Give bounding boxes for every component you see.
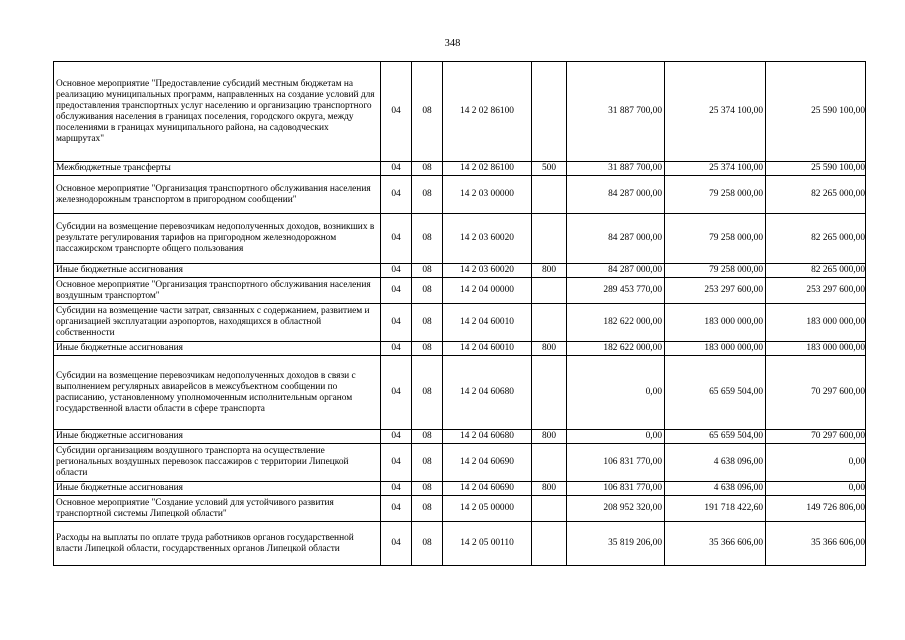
- row-name: Субсидии организациям воздушного транспорта на осуществление региональных воздушных перевозок пассажиров с территории Липецкой области: [54, 444, 381, 482]
- row-name: Основное мероприятие "Организация транспортного обслуживания населения железнодорожным транспортом в пригородном сообщении": [54, 176, 381, 214]
- amount-year-2: 65 659 504,00: [665, 356, 766, 430]
- expense-type-code: 800: [532, 430, 567, 444]
- section-code: 04: [381, 304, 412, 342]
- row-name: Субсидии на возмещение перевозчикам недополученных доходов, возникших в результате регулирования тарифов на пригородном железнодорожном пассажирском транспорте общего пользования: [54, 214, 381, 264]
- expense-type-code: [532, 496, 567, 522]
- amount-year-1: 84 287 000,00: [567, 214, 665, 264]
- target-article-code: 14 2 04 60680: [443, 430, 532, 444]
- expense-type-code: 800: [532, 482, 567, 496]
- expense-type-code: [532, 444, 567, 482]
- table-row: [54, 430, 866, 444]
- subsection-code: 08: [412, 278, 443, 304]
- subsection-code: 08: [412, 214, 443, 264]
- amount-year-3: 70 297 600,00: [766, 430, 866, 444]
- row-name: Основное мероприятие "Создание условий для устойчивого развития транспортной системы Липецкой области": [54, 496, 381, 522]
- expense-type-code: 800: [532, 264, 567, 278]
- amount-year-2: 79 258 000,00: [665, 214, 766, 264]
- expense-type-code: 800: [532, 342, 567, 356]
- amount-year-3: 183 000 000,00: [766, 304, 866, 342]
- target-article-code: 14 2 04 60690: [443, 444, 532, 482]
- budget-table: [53, 61, 866, 566]
- row-name: Иные бюджетные ассигнования: [54, 482, 381, 496]
- amount-year-3: 70 297 600,00: [766, 356, 866, 430]
- target-article-code: 14 2 03 60020: [443, 264, 532, 278]
- table-row: [54, 304, 866, 342]
- target-article-code: 14 2 04 60010: [443, 304, 532, 342]
- row-name: Межбюджетные трансферты: [54, 162, 381, 176]
- table-row: [54, 162, 866, 176]
- table-row: [54, 496, 866, 522]
- section-code: 04: [381, 482, 412, 496]
- section-code: 04: [381, 278, 412, 304]
- section-code: 04: [381, 62, 412, 162]
- subsection-code: 08: [412, 264, 443, 278]
- target-article-code: 14 2 02 86100: [443, 162, 532, 176]
- amount-year-1: 182 622 000,00: [567, 342, 665, 356]
- page-number: 348: [444, 38, 461, 49]
- target-article-code: 14 2 02 86100: [443, 62, 532, 162]
- amount-year-1: 84 287 000,00: [567, 176, 665, 214]
- section-code: 04: [381, 176, 412, 214]
- expense-type-code: [532, 62, 567, 162]
- target-article-code: 14 2 05 00000: [443, 496, 532, 522]
- amount-year-3: 253 297 600,00: [766, 278, 866, 304]
- amount-year-3: 82 265 000,00: [766, 176, 866, 214]
- amount-year-2: 191 718 422,60: [665, 496, 766, 522]
- subsection-code: 08: [412, 342, 443, 356]
- amount-year-1: 31 887 700,00: [567, 62, 665, 162]
- amount-year-1: 106 831 770,00: [567, 482, 665, 496]
- amount-year-1: 0,00: [567, 356, 665, 430]
- target-article-code: 14 2 04 60010: [443, 342, 532, 356]
- amount-year-3: 82 265 000,00: [766, 214, 866, 264]
- table-row: [54, 482, 866, 496]
- section-code: 04: [381, 496, 412, 522]
- subsection-code: 08: [412, 482, 443, 496]
- amount-year-1: 84 287 000,00: [567, 264, 665, 278]
- row-name: Иные бюджетные ассигнования: [54, 264, 381, 278]
- target-article-code: 14 2 05 00110: [443, 522, 532, 566]
- amount-year-1: 0,00: [567, 430, 665, 444]
- amount-year-2: 4 638 096,00: [665, 482, 766, 496]
- amount-year-1: 182 622 000,00: [567, 304, 665, 342]
- section-code: 04: [381, 430, 412, 444]
- target-article-code: 14 2 03 00000: [443, 176, 532, 214]
- target-article-code: 14 2 04 60690: [443, 482, 532, 496]
- section-code: 04: [381, 356, 412, 430]
- table-row: [54, 214, 866, 264]
- amount-year-3: 25 590 100,00: [766, 62, 866, 162]
- subsection-code: 08: [412, 522, 443, 566]
- table-row: [54, 62, 866, 162]
- amount-year-2: 35 366 606,00: [665, 522, 766, 566]
- table-row: [54, 356, 866, 430]
- amount-year-2: 79 258 000,00: [665, 264, 766, 278]
- amount-year-2: 65 659 504,00: [665, 430, 766, 444]
- table-row: [54, 264, 866, 278]
- section-code: 04: [381, 214, 412, 264]
- amount-year-2: 183 000 000,00: [665, 304, 766, 342]
- table-row: [54, 444, 866, 482]
- amount-year-1: 289 453 770,00: [567, 278, 665, 304]
- target-article-code: 14 2 04 60680: [443, 356, 532, 430]
- expense-type-code: [532, 304, 567, 342]
- amount-year-1: 208 952 320,00: [567, 496, 665, 522]
- amount-year-3: 0,00: [766, 444, 866, 482]
- row-name: Основное мероприятие "Предоставление субсидий местным бюджетам на реализацию муниципальных программ, направленных на создание условий для предоставления транспортных услуг населению и организацию транспортного обслуживания населения в границах поселения, городского округа, между поселениями в границах муниципального района, на садоводческих маршрутах": [54, 62, 381, 162]
- expense-type-code: [532, 356, 567, 430]
- row-name: Иные бюджетные ассигнования: [54, 430, 381, 444]
- row-name: Субсидии на возмещение перевозчикам недополученных доходов в связи с выполнением регулярных авиарейсов в межсубъектном сообщении по расписанию, установленному уполномоченным исполнительным органом государственной власти области в сфере транспорта: [54, 356, 381, 430]
- subsection-code: 08: [412, 356, 443, 430]
- subsection-code: 08: [412, 304, 443, 342]
- section-code: 04: [381, 342, 412, 356]
- table-row: [54, 278, 866, 304]
- subsection-code: 08: [412, 62, 443, 162]
- amount-year-1: 106 831 770,00: [567, 444, 665, 482]
- expense-type-code: [532, 214, 567, 264]
- subsection-code: 08: [412, 176, 443, 214]
- table-row: [54, 176, 866, 214]
- amount-year-3: 183 000 000,00: [766, 342, 866, 356]
- target-article-code: 14 2 03 60020: [443, 214, 532, 264]
- expense-type-code: [532, 278, 567, 304]
- expense-type-code: 500: [532, 162, 567, 176]
- amount-year-2: 25 374 100,00: [665, 162, 766, 176]
- target-article-code: 14 2 04 00000: [443, 278, 532, 304]
- amount-year-3: 149 726 806,00: [766, 496, 866, 522]
- amount-year-2: 183 000 000,00: [665, 342, 766, 356]
- row-name: Иные бюджетные ассигнования: [54, 342, 381, 356]
- table-row: [54, 342, 866, 356]
- section-code: 04: [381, 162, 412, 176]
- section-code: 04: [381, 522, 412, 566]
- expense-type-code: [532, 176, 567, 214]
- amount-year-2: 4 638 096,00: [665, 444, 766, 482]
- section-code: 04: [381, 264, 412, 278]
- subsection-code: 08: [412, 162, 443, 176]
- amount-year-2: 79 258 000,00: [665, 176, 766, 214]
- subsection-code: 08: [412, 444, 443, 482]
- table-row: [54, 522, 866, 566]
- expense-type-code: [532, 522, 567, 566]
- amount-year-3: 82 265 000,00: [766, 264, 866, 278]
- row-name: Субсидии на возмещение части затрат, связанных с содержанием, развитием и организацией эксплуатации аэропортов, находящихся в областной собственности: [54, 304, 381, 342]
- amount-year-3: 0,00: [766, 482, 866, 496]
- amount-year-3: 25 590 100,00: [766, 162, 866, 176]
- row-name: Расходы на выплаты по оплате труда работников органов государственной власти Липецкой области, государственных органов Липецкой области: [54, 522, 381, 566]
- subsection-code: 08: [412, 496, 443, 522]
- section-code: 04: [381, 444, 412, 482]
- amount-year-1: 35 819 206,00: [567, 522, 665, 566]
- row-name: Основное мероприятие "Организация транспортного обслуживания населения воздушным транспортом": [54, 278, 381, 304]
- amount-year-2: 25 374 100,00: [665, 62, 766, 162]
- amount-year-2: 253 297 600,00: [665, 278, 766, 304]
- amount-year-1: 31 887 700,00: [567, 162, 665, 176]
- subsection-code: 08: [412, 430, 443, 444]
- amount-year-3: 35 366 606,00: [766, 522, 866, 566]
